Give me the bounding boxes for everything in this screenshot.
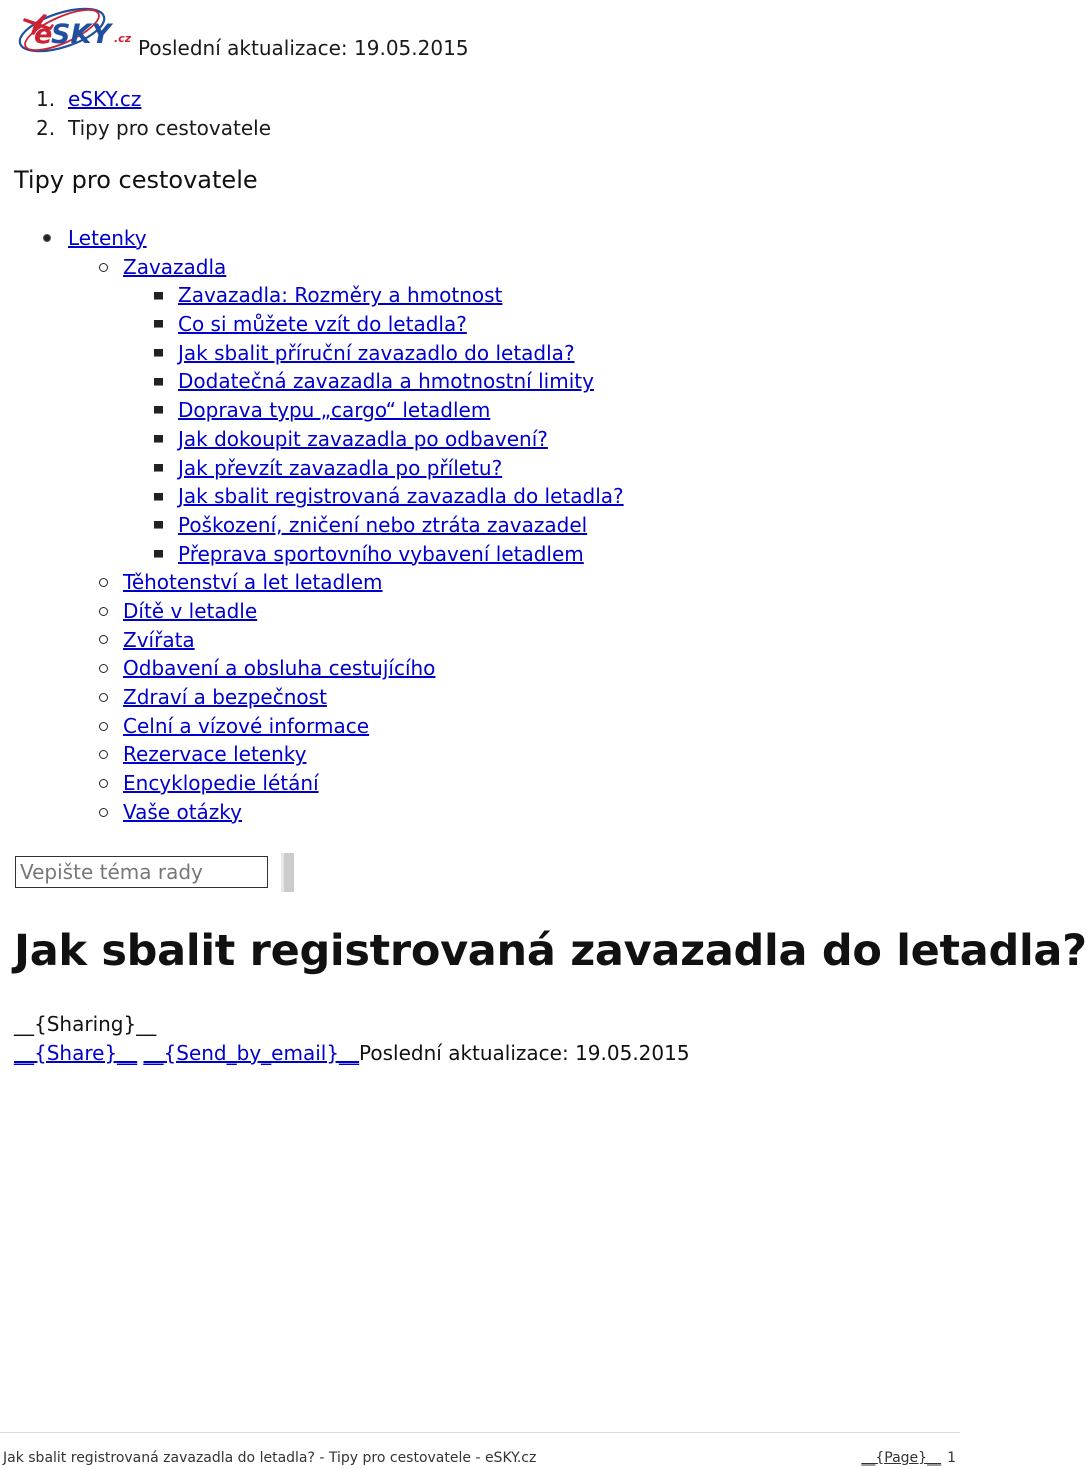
nav-tree-item: [0, 511, 960, 540]
logo-wordmark: e: [34, 19, 53, 50]
square-bullet-icon: [154, 521, 163, 529]
nav-tree-item: [0, 540, 960, 569]
square-bullet-icon: [154, 406, 163, 414]
nav-tree-link[interactable]: Poškození, zničení nebo ztráta zavazadel: [178, 512, 588, 537]
breadcrumb-number: 1.: [36, 87, 56, 111]
nav-tree-item: [0, 454, 960, 483]
circle-bullet-icon: [99, 779, 108, 788]
nav-tree-item: [0, 396, 960, 425]
esky-logo[interactable]: [14, 2, 136, 58]
circle-bullet-icon: [99, 750, 108, 759]
breadcrumb-item: [36, 114, 271, 143]
square-bullet-icon: [154, 435, 163, 443]
breadcrumb-current: Tipy pro cestovatele: [68, 116, 272, 140]
nav-tree-link[interactable]: Vaše otázky: [123, 799, 243, 824]
nav-tree-link[interactable]: Dodatečná zavazadla a hmotnostní limity: [178, 369, 594, 394]
nav-tree-link[interactable]: Jak dokoupit zavazadla po odbavení?: [178, 426, 548, 451]
nav-tree-item: [0, 367, 960, 396]
nav-tree-item: [0, 339, 960, 368]
section-title: Tipy pro cestovatele: [14, 166, 258, 194]
nav-tree-link[interactable]: Rezervace letenky: [123, 742, 307, 767]
footer-divider: [0, 1432, 960, 1433]
nav-tree-link[interactable]: Odbavení a obsluha cestujícího: [123, 656, 436, 681]
nav-tree-item: [0, 482, 960, 511]
send-by-email-link[interactable]: __{Send_by_email}__: [143, 1041, 360, 1065]
nav-tree-link[interactable]: Jak převzít zavazadla po příletu?: [178, 455, 503, 480]
square-bullet-icon: [154, 320, 163, 328]
circle-bullet-icon: [99, 263, 108, 272]
nav-tree-link[interactable]: Celní a vízové informace: [123, 713, 370, 738]
circle-bullet-icon: [99, 607, 108, 616]
search-input[interactable]: [15, 856, 268, 888]
page-placeholder: __{Page}__: [861, 1450, 942, 1466]
nav-tree: [0, 224, 960, 826]
square-bullet-icon: [154, 550, 163, 558]
nav-tree-item: [0, 798, 960, 827]
square-bullet-icon: [154, 349, 163, 357]
footer-title: Jak sbalit registrovaná zavazadla do letadla? - Tipy pro cestovatele - eSKY.cz: [3, 1450, 537, 1466]
last-update-top: Poslední aktualizace: 19.05.2015: [138, 36, 469, 60]
breadcrumb-item: [36, 85, 271, 114]
breadcrumb-link-home[interactable]: eSKY.cz: [68, 87, 142, 111]
breadcrumb: [36, 85, 271, 143]
nav-tree-link[interactable]: Jak sbalit příruční zavazadlo do letadla?: [178, 340, 575, 365]
nav-tree-link[interactable]: Zdraví a bezpečnost: [123, 685, 327, 709]
circle-bullet-icon: [99, 664, 108, 673]
nav-tree-item: [0, 310, 960, 339]
nav-tree-item: [0, 712, 960, 741]
footer-page: [861, 1450, 956, 1466]
nav-tree-link[interactable]: Přeprava sportovního vybavení letadlem: [178, 541, 584, 566]
disc-bullet-icon: [43, 234, 51, 242]
nav-tree-item: [0, 740, 960, 769]
nav-tree-item: [0, 425, 960, 454]
svg-text:SKY: SKY: [51, 19, 111, 50]
nav-tree-link[interactable]: Jak sbalit registrovaná zavazadla do letadla?: [178, 484, 624, 509]
share-link[interactable]: __{Share}__: [14, 1041, 138, 1065]
article-title: Jak sbalit registrovaná zavazadla do letadla?: [14, 926, 1087, 976]
nav-tree-link[interactable]: Co si můžete vzít do letadla?: [178, 312, 467, 337]
circle-bullet-icon: [99, 722, 108, 731]
nav-tree-link[interactable]: Doprava typu „cargo“ letadlem: [178, 398, 491, 423]
nav-tree-link[interactable]: Těhotenství a let letadlem: [123, 570, 383, 595]
nav-tree-link[interactable]: Zavazadla: [123, 254, 227, 279]
nav-tree-link[interactable]: Letenky: [68, 226, 147, 250]
page-number: 1: [947, 1450, 956, 1466]
article-last-update: Poslední aktualizace: 19.05.2015: [359, 1041, 690, 1065]
nav-tree-item: [0, 597, 960, 626]
svg-text:.cz: .cz: [114, 32, 132, 45]
nav-tree-item: [0, 281, 960, 310]
nav-tree-item: [0, 224, 960, 253]
circle-bullet-icon: [99, 635, 108, 644]
nav-tree-item: [0, 769, 960, 798]
nav-tree-item: [0, 253, 960, 282]
breadcrumb-number: 2.: [36, 116, 56, 140]
square-bullet-icon: [154, 292, 163, 300]
square-bullet-icon: [154, 378, 163, 386]
square-bullet-icon: [154, 493, 163, 501]
nav-tree-item: [0, 568, 960, 597]
nav-tree-link[interactable]: Encyklopedie létání: [123, 771, 319, 796]
nav-tree-link[interactable]: Zvířata: [123, 627, 195, 652]
nav-tree-link[interactable]: Zavazadla: Rozměry a hmotnost: [178, 283, 503, 308]
search-button[interactable]: [281, 853, 294, 892]
nav-tree-item: [0, 654, 960, 683]
nav-tree-item: [0, 626, 960, 655]
circle-bullet-icon: [99, 578, 108, 587]
square-bullet-icon: [154, 464, 163, 472]
circle-bullet-icon: [99, 808, 108, 817]
nav-tree-link[interactable]: Dítě v letadle: [123, 598, 258, 623]
share-row: [14, 1041, 690, 1065]
circle-bullet-icon: [99, 693, 108, 702]
page-header: [14, 2, 954, 62]
nav-tree-item: [0, 683, 960, 712]
sharing-label: __{Sharing}__: [14, 1012, 157, 1036]
